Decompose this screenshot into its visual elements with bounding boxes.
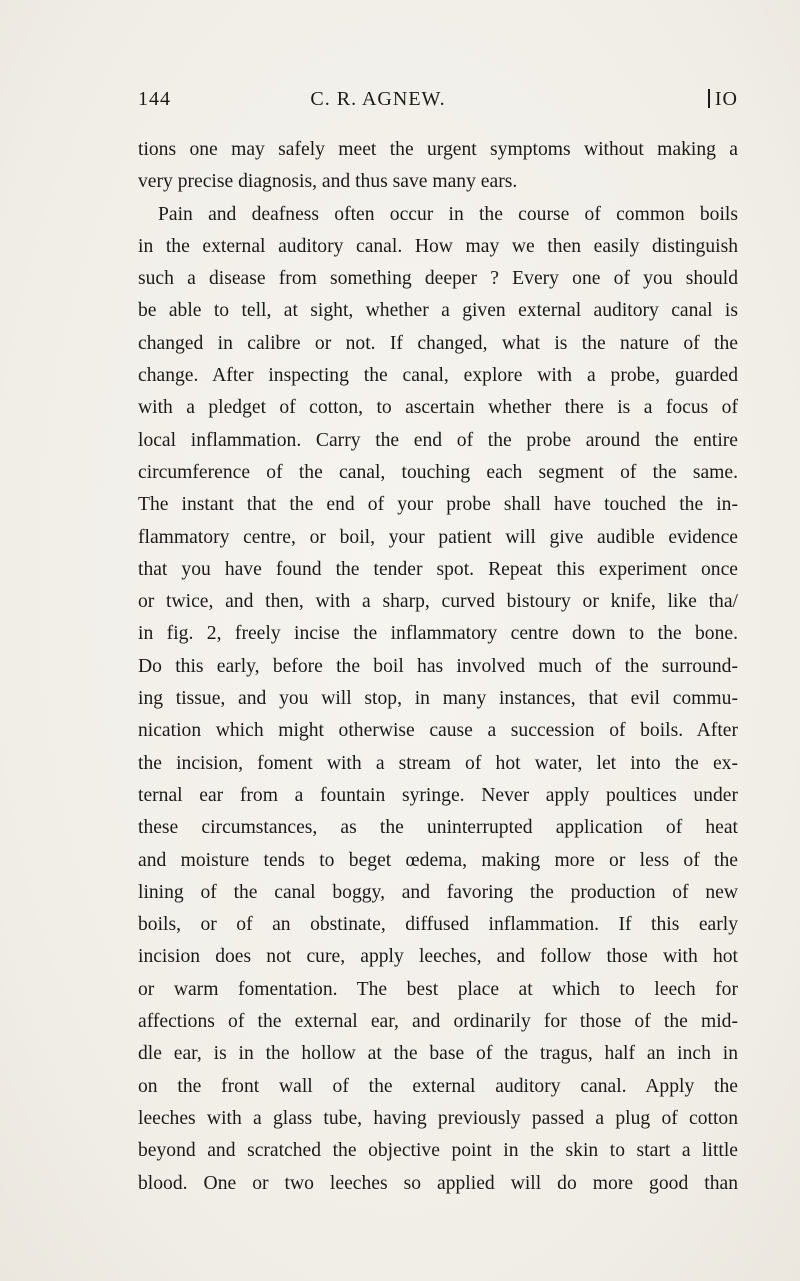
text-line: in the external auditory canal. How may we then easily distinguish (138, 235, 738, 257)
text-line: ternal ear from a fountain syringe. Never apply poultices under (138, 784, 738, 806)
text-line: or warm fomentation. The best place at which to leech for (138, 978, 738, 1000)
text-line: and moisture tends to beget œdema, making more or less of the (138, 849, 738, 871)
text-line: on the front wall of the external auditory canal. Apply the (138, 1075, 738, 1097)
section-number: IO (714, 88, 738, 110)
text-line: Pain and deafness often occur in the course of common boils (158, 203, 738, 225)
text-line: Do this early, before the boil has involved much of the surround- (138, 655, 738, 677)
text-line: lining of the canal boggy, and favoring the production of new (138, 881, 738, 903)
body-text (138, 134, 738, 1200)
text-line: incision does not cure, apply leeches, and follow those with hot (138, 946, 738, 968)
page-number: 144 (138, 88, 171, 110)
text-line: change. After inspecting the canal, explore with a probe, guarded (138, 365, 738, 387)
text-line: in fig. 2, freely incise the inflammatory centre down to the bone. (138, 623, 738, 645)
running-head (138, 88, 738, 118)
text-line: leeches with a glass tube, having previously passed a plug of cotton (138, 1107, 738, 1129)
text-line: local inflammation. Carry the end of the probe around the entire (138, 429, 738, 451)
section-bar-mark (708, 89, 710, 108)
text-line: very precise diagnosis, and thus save many ears. (138, 171, 518, 193)
text-line: nication which might otherwise cause a succession of boils. After (138, 720, 738, 742)
text-line: changed in calibre or not. If changed, what is the nature of the (138, 332, 738, 354)
text-line: affections of the external ear, and ordinarily for those of the mid- (138, 1011, 738, 1033)
text-line: these circumstances, as the uninterrupted application of heat (138, 817, 738, 839)
text-line: be able to tell, at sight, whether a given external auditory canal is (138, 300, 738, 322)
running-title: C. R. AGNEW. (310, 88, 446, 110)
text-line: the incision, foment with a stream of hot water, let into the ex- (138, 752, 738, 774)
text-line: dle ear, is in the hollow at the base of the tragus, half an inch in (138, 1043, 738, 1065)
text-line: circumference of the canal, touching each segment of the same. (138, 461, 738, 483)
text-line: The instant that the end of your probe shall have touched the in- (138, 494, 738, 516)
section-marker (708, 88, 738, 111)
text-line: boils, or of an obstinate, diffused inflammation. If this early (138, 914, 738, 936)
text-line: such a disease from something deeper ? Every one of you should (138, 268, 738, 290)
text-line: that you have found the tender spot. Repeat this experiment once (138, 558, 738, 580)
text-line: or twice, and then, with a sharp, curved bistoury or knife, like tha/ (138, 591, 738, 613)
text-line: beyond and scratched the objective point in the skin to start a little (138, 1140, 738, 1162)
text-line: tions one may safely meet the urgent symptoms without making a (138, 139, 738, 160)
text-line: flammatory centre, or boil, your patient will give audible evidence (138, 526, 738, 548)
text-line: blood. One or two leeches so applied will do more good than (138, 1172, 738, 1194)
text-line: with a pledget of cotton, to ascertain whether there is a focus of (138, 397, 738, 419)
text-line: ing tissue, and you will stop, in many instances, that evil commu- (138, 688, 738, 710)
